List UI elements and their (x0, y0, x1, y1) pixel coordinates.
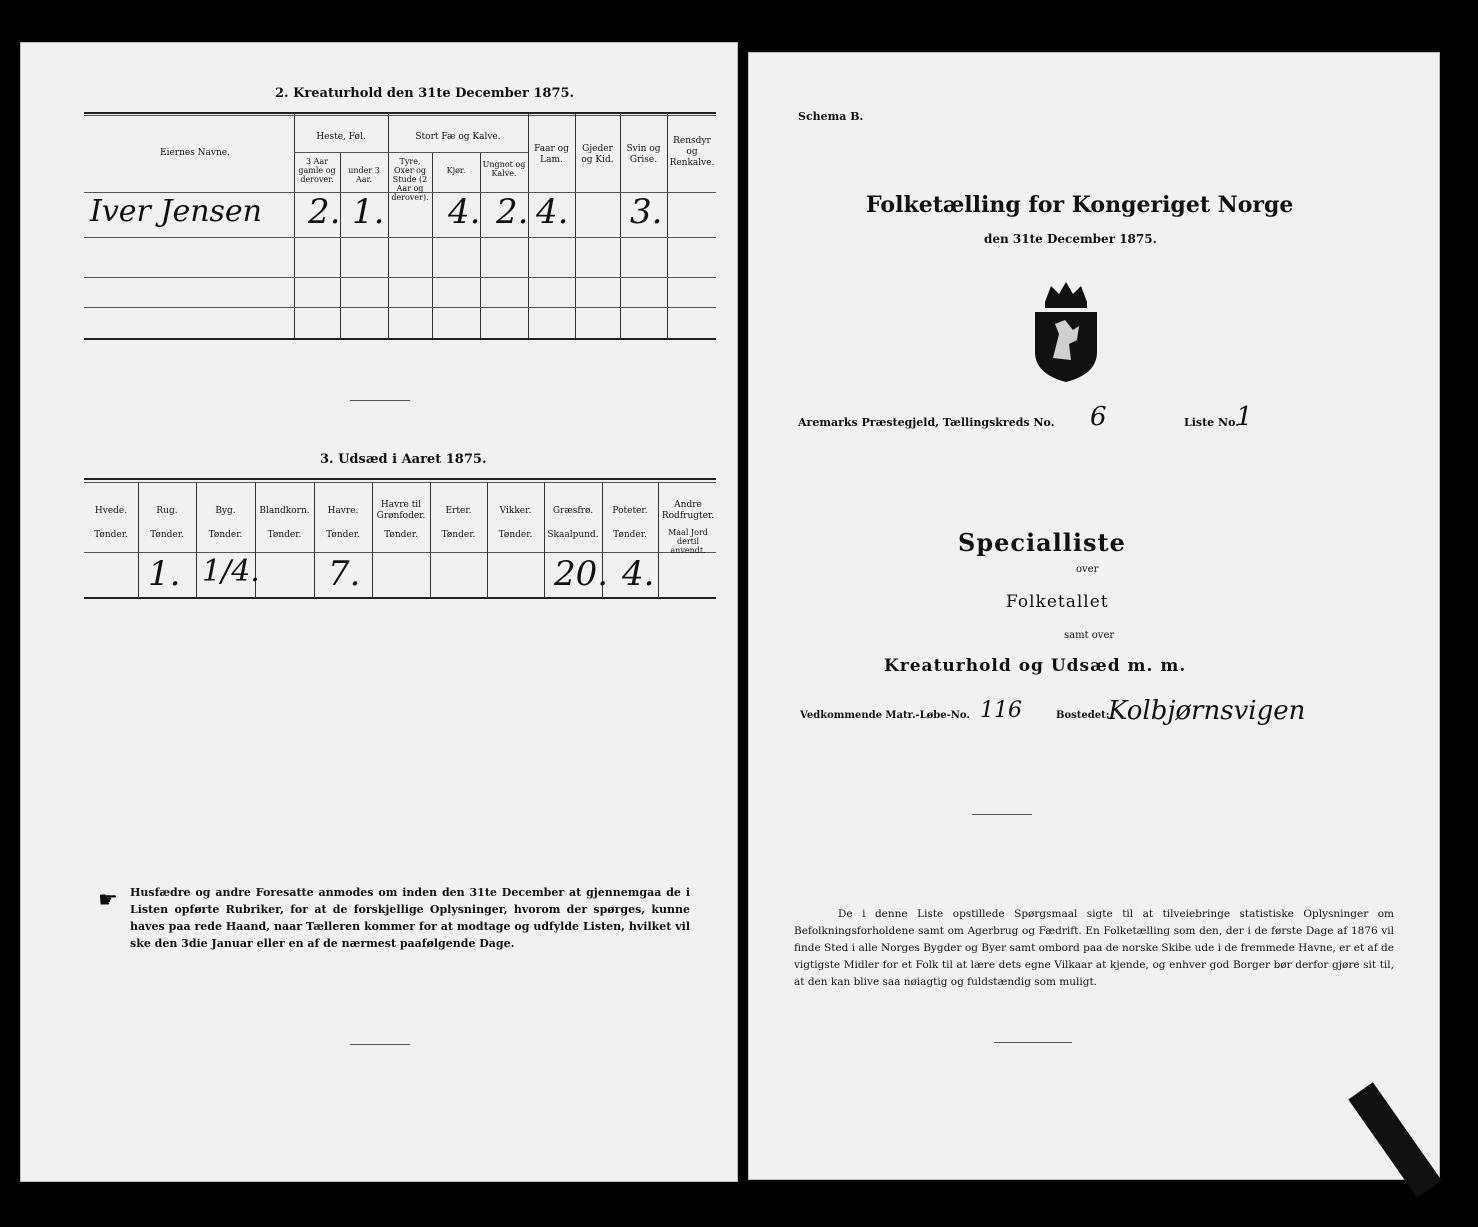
right-page (748, 52, 1440, 1180)
seed-header-name: Byg. (215, 506, 236, 516)
header-reindeer: Rensdyr og Renkalve. (669, 136, 715, 168)
table-rule (294, 152, 528, 153)
seed-header-name: Græsfrø. (552, 506, 594, 516)
list-number: 1 (1236, 402, 1253, 432)
district-number: 6 (1090, 402, 1107, 432)
table-rule (84, 307, 716, 308)
seed-value-rye: 1. (148, 554, 181, 594)
seed-header-unit: Tønder. (326, 530, 360, 540)
value-pigs: 3. (630, 192, 663, 232)
pointing-hand-icon: ☛ (98, 888, 118, 913)
list-label: Liste No. (1184, 416, 1240, 429)
coat-of-arms-icon (1031, 280, 1101, 384)
header-cattle-young: Ungnot og Kalve. (482, 160, 526, 178)
seed-header-unit: Tønder. (94, 530, 128, 540)
header-horses: Heste, Føl. (316, 132, 366, 142)
table-rule (84, 112, 716, 114)
seed-header-name: Havre til Grønfoder. (376, 500, 426, 521)
value-cattle-young: 2. (496, 192, 529, 232)
seed-header-unit: Tønder. (384, 530, 418, 540)
separator (350, 1044, 410, 1045)
value-horses-young: 1. (352, 192, 385, 232)
seed-header-unit: Tønder. (150, 530, 184, 540)
owner-name: Iver Jensen (90, 194, 263, 229)
seed-header-unit: Maal Jord dertil anvendt. (668, 528, 708, 555)
seed-header-unit: Tønder. (441, 530, 476, 540)
matr-number: 116 (980, 698, 1022, 723)
table-rule (84, 482, 716, 483)
seed-header-name: Poteter. (612, 506, 648, 516)
header-horses-young: under 3 Aar. (348, 166, 380, 184)
matr-label: Vedkommende Matr.-Løbe-No. (800, 710, 970, 721)
seed-header-unit: Tønder. (498, 530, 533, 540)
seed-value-potatoes: 4. (622, 554, 655, 594)
seed-header-unit: Tønder. (267, 530, 302, 540)
seed-header-unit: Tønder. (208, 530, 243, 540)
seed-header-name: Erter. (445, 506, 472, 516)
seed-header-name: Vikker. (499, 506, 532, 516)
seed-header-name: Hvede. (94, 506, 128, 516)
bosted-label: Bostedet: (1056, 710, 1110, 721)
samt-over-text: samt over (1064, 630, 1115, 641)
value-sheep: 4. (536, 192, 569, 232)
folketallet-text: Folketallet (1006, 592, 1109, 612)
seed-header-name: Blandkorn. (259, 506, 310, 516)
main-title: Folketælling for Kongeriget Norge (866, 192, 1294, 218)
census-date: den 31te December 1875. (984, 232, 1157, 246)
header-horses-old: 3 Aar gamle og derover. (298, 157, 336, 184)
table-rule (84, 237, 716, 238)
seed-header-unit: Tønder. (613, 530, 647, 540)
seed-value-grass-seed: 20. (554, 554, 609, 594)
separator (350, 400, 410, 401)
over-text: over (1076, 564, 1099, 575)
table-rule (84, 478, 716, 480)
seed-header-name: Andre Rodfrugter. (661, 500, 715, 521)
column-divider (480, 152, 481, 340)
column-divider (432, 152, 433, 340)
table-rule (84, 115, 716, 116)
section2-title: 2. Kreaturhold den 31te December 1875. (275, 86, 575, 101)
seed-header-name: Rug. (156, 506, 178, 516)
district-label: Aremarks Præstegjeld, Tællingskreds No. (798, 416, 1055, 429)
table-rule (84, 552, 716, 553)
header-sheep: Faar og Lam. (534, 144, 569, 165)
bosted-value: Kolbjørnsvigen (1108, 696, 1306, 726)
kreaturhold-text: Kreaturhold og Udsæd m. m. (884, 656, 1187, 676)
info-text: De i denne Liste opstillede Spørgsmaal sigte til at tilveiebringe statistiske Oplysninger om Befolkningsforholdene samt om Agerbrug og Fædrift. En Folketælling som den, der i de første Dage af 1876 vil finde Sted i alle Norges Bygder og Byer samt ombord paa de norske Skibe ude i de fremmede Havne, er et af de vigtigste Midler for et Folk til at lære dets egne Vilkaar at kjende, og enhver god Borger bør derfor gjøre sit til, at den kan blive saa nøiagtig og fuldstændig som muligt. (794, 908, 1394, 988)
section3-title: 3. Udsæd i Aaret 1875. (320, 452, 487, 467)
table-rule (84, 277, 716, 278)
footer-note: Husfædre og andre Foresatte anmodes om inden den 31te December at gjennemgaa de i Listen opførte Rubriker, for at de forskjellige Oplysninger, hvorom der spørges, kunne haves paa rede Haand, naar Tælleren kommer for at modtage og udfylde Listen, hvilket vil ske den 3die Januar eller en af de nærmest paafølgende Dage. (130, 886, 690, 950)
separator (994, 1042, 1072, 1043)
header-cattle-bulls: Tyre, Oxer og Stude (2 Aar og derover). (391, 157, 429, 202)
schema-label: Schema B. (798, 110, 864, 123)
specialliste-heading: Specialliste (958, 528, 1126, 557)
header-goats: Gjeder og Kid. (581, 144, 614, 165)
value-horses-old: 2. (308, 192, 341, 232)
header-cattle: Stort Fæ og Kalve. (415, 132, 501, 142)
left-page (20, 42, 738, 1182)
table-rule (84, 597, 716, 599)
header-cattle-cows: Kjør. (446, 166, 466, 175)
header-pigs: Svin og Grise. (626, 144, 661, 165)
separator (972, 814, 1032, 815)
header-owner: Eiernes Navne. (160, 148, 230, 158)
seed-value-barley: 1/4. (202, 554, 260, 589)
table-rule (84, 338, 716, 340)
seed-header-name: Havre. (327, 506, 359, 516)
seed-header-unit: Skaalpund. (547, 530, 599, 540)
seed-value-oats: 7. (328, 554, 361, 594)
value-cattle-cows: 4. (448, 192, 481, 232)
